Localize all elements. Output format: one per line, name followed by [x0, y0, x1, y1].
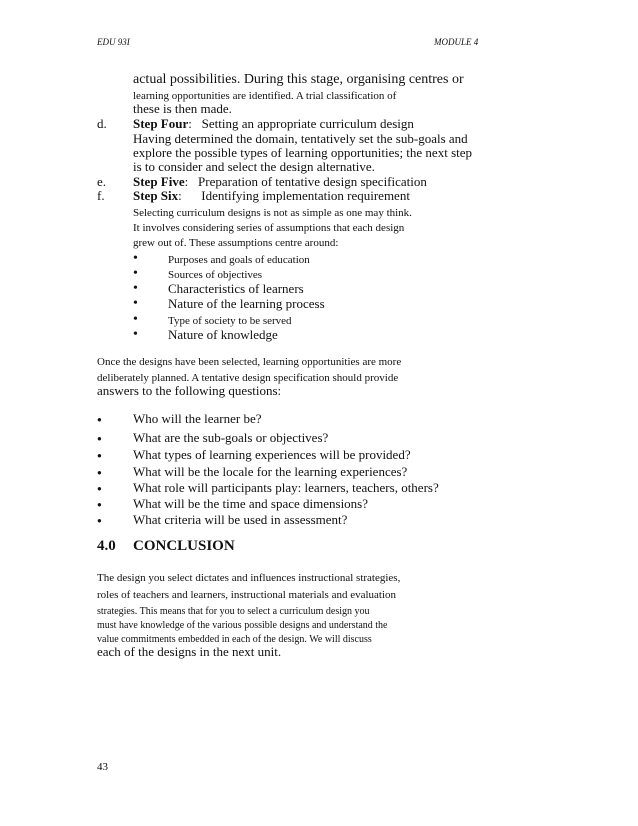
bullet-icon: ●: [97, 451, 102, 460]
bullet-icon: ●: [97, 415, 102, 424]
assumption-item: Nature of the learning process: [168, 296, 325, 311]
step-f-line-1: Selecting curriculum designs is not as simple as one may think.: [133, 207, 412, 219]
bullet-icon: •: [133, 327, 138, 342]
conclusion-line-6: each of the designs in the next unit.: [97, 644, 282, 659]
step-d-line-3: is to consider and select the design alternative.: [133, 159, 375, 174]
page-number: 43: [97, 761, 108, 773]
step-f-desc: Identifying implementation requirement: [201, 188, 410, 203]
cont-line-1: actual possibilities. During this stage, organising centres or: [133, 72, 464, 87]
para2-line-3: answers to the following questions:: [97, 383, 282, 398]
step-e-desc: Preparation of tentative design specification: [198, 174, 427, 189]
assumption-item: Nature of knowledge: [168, 327, 278, 342]
bullet-icon: •: [133, 312, 138, 327]
step-d-line-1: Having determined the domain, tentatively set the sub-goals and: [133, 131, 468, 146]
step-f-line-3: grew out of. These assumptions centre around:: [133, 237, 339, 249]
bullet-icon: •: [133, 281, 138, 296]
step-d-sep: :: [188, 116, 192, 131]
question-item: Who will the learner be?: [133, 411, 262, 426]
conclusion-line-1: The design you select dictates and influences instructional strategies,: [97, 572, 401, 584]
bullet-icon: ●: [97, 468, 102, 477]
bullet-icon: ●: [97, 516, 102, 525]
question-item: What types of learning experiences will be provided?: [133, 447, 411, 462]
step-f-sep: :: [178, 188, 182, 203]
step-d-title: Step Four: [133, 116, 189, 131]
section-title: CONCLUSION: [133, 538, 235, 554]
bullet-icon: ●: [97, 434, 102, 443]
cont-line-3: these is then made.: [133, 101, 232, 116]
question-item: What criteria will be used in assessment?: [133, 512, 348, 527]
step-e-letter: e.: [97, 174, 107, 189]
step-f-title: Step Six: [133, 188, 179, 203]
conclusion-line-3: strategies. This means that for you to select a curriculum design you: [97, 606, 370, 617]
header-course-code: EDU 93I: [97, 37, 130, 47]
step-e-title: Step Five: [133, 174, 185, 189]
bullet-icon: ●: [97, 484, 102, 493]
para2-line-1: Once the designs have been selected, learning opportunities are more: [97, 356, 402, 368]
step-f-heading: [133, 188, 410, 204]
step-f-line-2: It involves considering series of assumptions that each design: [133, 222, 405, 234]
step-e-sep: :: [184, 174, 189, 189]
section-number: 4.0: [97, 538, 116, 554]
conclusion-line-5: value commitments embedded in each of the design. We will discuss: [97, 634, 372, 645]
conclusion-line-2: roles of teachers and learners, instructional materials and evaluation: [97, 589, 397, 601]
assumption-item: Purposes and goals of education: [168, 254, 310, 266]
question-item: What will be the locale for the learning experiences?: [133, 464, 408, 479]
assumption-item: Type of society to be served: [168, 315, 292, 327]
step-d-letter: d.: [97, 116, 107, 131]
header-module: MODULE 4: [434, 37, 479, 47]
para2-line-2: deliberately planned. A tentative design specification should provide: [97, 372, 399, 384]
bullet-icon: ●: [97, 500, 102, 509]
step-f-letter: f.: [97, 188, 105, 203]
cont-line-2: learning opportunities are identified. A trial classification of: [133, 90, 397, 102]
assumption-item: Sources of objectives: [168, 269, 263, 281]
conclusion-line-4: must have knowledge of the various possible designs and understand the: [97, 620, 388, 631]
bullet-icon: •: [133, 251, 138, 266]
question-item: What are the sub-goals or objectives?: [133, 430, 329, 445]
assumption-item: Characteristics of learners: [168, 281, 304, 296]
bullet-icon: •: [133, 266, 138, 281]
question-item: What will be the time and space dimensions?: [133, 496, 369, 511]
step-d-desc: Setting an appropriate curriculum design: [201, 116, 414, 131]
step-d-line-2: explore the possible types of learning opportunities; the next step: [133, 145, 473, 160]
question-item: What role will participants play: learners, teachers, others?: [133, 480, 439, 495]
step-d-heading: [133, 116, 414, 132]
bullet-icon: •: [133, 296, 138, 311]
